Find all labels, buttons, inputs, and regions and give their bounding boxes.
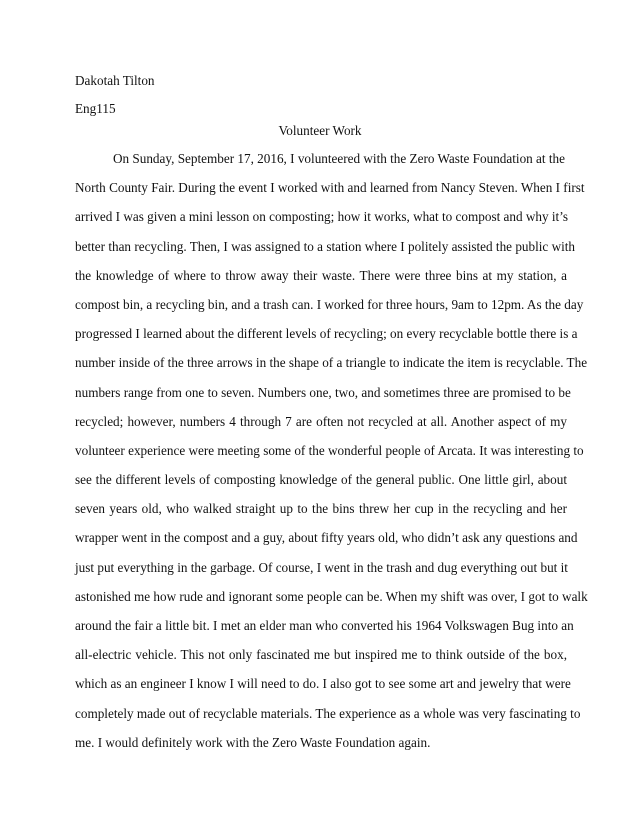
body-line: number inside of the three arrows in the shape of a triangle to indicate the item is recyclable. The	[75, 355, 588, 371]
document-title: Volunteer Work	[278, 123, 362, 138]
body-line: me. I would definitely work with the Zero Waste Foundation again.	[75, 734, 431, 750]
author-name: Dakotah Tilton	[75, 73, 155, 88]
body-line: wrapper went in the compost and a guy, about fifty years old, who didn’t ask any questions and	[75, 530, 578, 546]
body-line: arrived I was given a mini lesson on composting; how it works, what to compost and why it’s	[75, 209, 569, 225]
body-line: the knowledge of where to throw away their waste. There were three bins at my station, a	[75, 267, 567, 283]
body-line: compost bin, a recycling bin, and a trash can. I worked for three hours, 9am to 12pm. As the day	[75, 296, 584, 312]
body-line: around the fair a little bit. I met an elder man who converted his 1964 Volkswagen Bug into an	[75, 618, 574, 633]
body-line: better than recycling. Then, I was assigned to a station where I politely assisted the public with	[75, 238, 576, 254]
body-line: seven years old, who walked straight up to the bins threw her cup in the recycling and her	[75, 501, 567, 517]
body-line: progressed I learned about the different levels of recycling; on every recyclable bottle there is a	[75, 326, 578, 342]
essay-body	[75, 151, 588, 764]
course-code: Eng115	[75, 101, 116, 116]
body-line: recycled; however, numbers 4 through 7 are often not recycled at all. Another aspect of my	[75, 413, 567, 429]
body-line: completely made out of recyclable materials. The experience as a whole was very fascinating to	[75, 705, 581, 721]
body-line: North County Fair. During the event I worked with and learned from Nancy Steven. When I first	[75, 180, 585, 196]
body-line: which as an engineer I know I will need to do. I also got to see some art and jewelry that were	[75, 676, 571, 692]
body-line: see the different levels of composting knowledge of the general public. One little girl, about	[75, 472, 567, 488]
body-line: just put everything in the garbage. Of course, I went in the trash and dug everything out but it	[75, 559, 568, 575]
body-line: numbers range from one to seven. Numbers one, two, and sometimes three are promised to be	[75, 384, 571, 400]
body-line: astonished me how rude and ignorant some people can be. When my shift was over, I got to walk	[75, 588, 588, 604]
body-line: all-electric vehicle. This not only fascinated me but inspired me to think outside of the box,	[75, 647, 567, 663]
body-line: On Sunday, September 17, 2016, I volunteered with the Zero Waste Foundation at the	[113, 151, 565, 166]
body-line: volunteer experience were meeting some of the wonderful people of Arcata. It was interesting to	[75, 442, 584, 458]
